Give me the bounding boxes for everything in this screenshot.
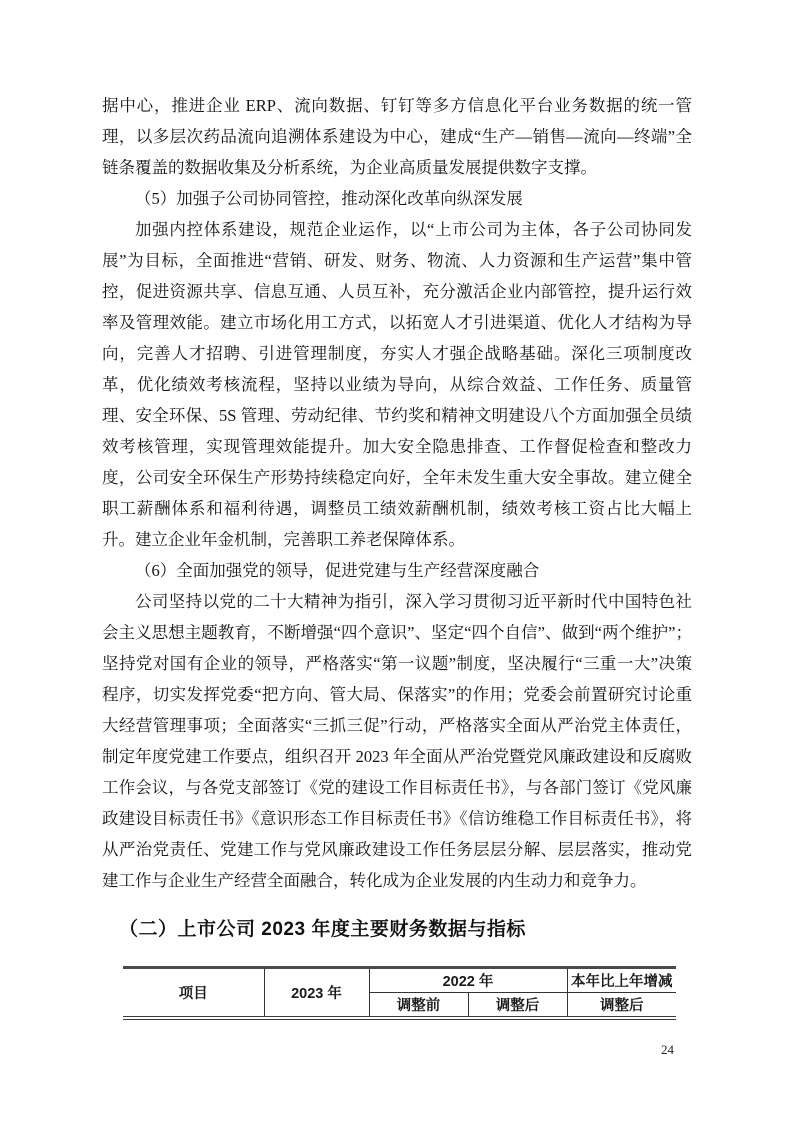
subsection-heading-5: （5）加强子公司协同管控，推动深化改革向纵深发展: [135, 189, 523, 208]
paragraph-party-building: 公司坚持以党的二十大精神为指引，深入学习贯彻习近平新时代中国特色社会主义思想主题教育，不断增强“四个意识”、坚定“四个自信”、做到“两个维护”；坚持党对国有企业的领导，严格落实“第一议题”制度，坚决履行“三重一大”决策程序，切实发挥党委“把方向、管大局、保落实”的作用；党委会前置研究讨论重大经营管理事项；全面落实“三抓三促”行动，严格落实全面从严治党主体责任，制定年度党建工作要点，组织召开 2023 年全面从严治党暨党风廉政建设和反腐败工作会议，与各党支部签订《党的建设工作目标责任书》，与各部门签订《党风廉政建设目标责任书》《意识形态工作目标责任书》《信访维稳工作目标责任书》，将从严治党责任、党建工作与党风廉政建设工作任务层层分解、层层落实，推动党建工作与企业生产经营全面融合，转化成为企业发展的内生动力和竞争力。: [102, 592, 692, 890]
col-header-2022: 2022 年: [369, 968, 567, 993]
paragraph-internal-control: 加强内控体系建设，规范企业运作，以“上市公司为主体，各子公司协同发展”为目标，全面推进“营销、研发、财务、物流、人力资源和生产运营”集中管控，促进资源共享、信息互通、人员互补，充分激活企业内部管控，提升运行效率及管理效能。建立市场化用工方式，以拓宽人才引进渠道、优化人才结构为导向，完善人才招聘、引进管理制度，夯实人才强企战略基础。深化三项制度改革，优化绩效考核流程，坚持以业绩为导向，从综合效益、工作任务、质量管理、安全环保、5S 管理、劳动纪律、节约奖和精神文明建设八个方面加强全员绩效考核管理，实现管理效能提升。加大安全隐患排查、工作督促检查和整改力度，公司安全环保生产形势持续稳定向好，全年未发生重大安全事故。建立健全职工薪酬体系和福利待遇，调整员工绩效薪酬机制，绩效考核工资占比大幅上升。建立企业年金机制，完善职工养老保障体系。: [102, 220, 692, 549]
col-header-yoy: 本年比上年增减: [567, 968, 676, 993]
section-heading-financial-data: （二）上市公司 2023 年度主要财务数据与指标: [119, 919, 526, 940]
col-header-before-adjust: 调整前: [369, 993, 468, 1019]
table-header-row-1: [123, 968, 676, 993]
financial-data-table: [123, 966, 676, 1020]
col-header-yoy-after-adjust: 调整后: [567, 993, 676, 1019]
col-header-2023: 2023 年: [264, 968, 369, 1019]
body-text-block: [102, 90, 692, 896]
paragraph-continuation: 据中心，推进企业 ERP、流向数据、钉钉等多方信息化平台业务数据的统一管理，以多层次药品流向追溯体系建设为中心，建成“生产—销售—流向—终端”全链条覆盖的数据收集及分析系统，为企业高质量发展提供数字支撑。: [102, 96, 692, 177]
subsection-heading-6: （6）全面加强党的领导，促进党建与生产经营深度融合: [135, 561, 540, 580]
page-number: 24: [661, 1042, 674, 1057]
col-header-after-adjust: 调整后: [468, 993, 567, 1019]
col-header-item: 项目: [178, 986, 208, 1002]
